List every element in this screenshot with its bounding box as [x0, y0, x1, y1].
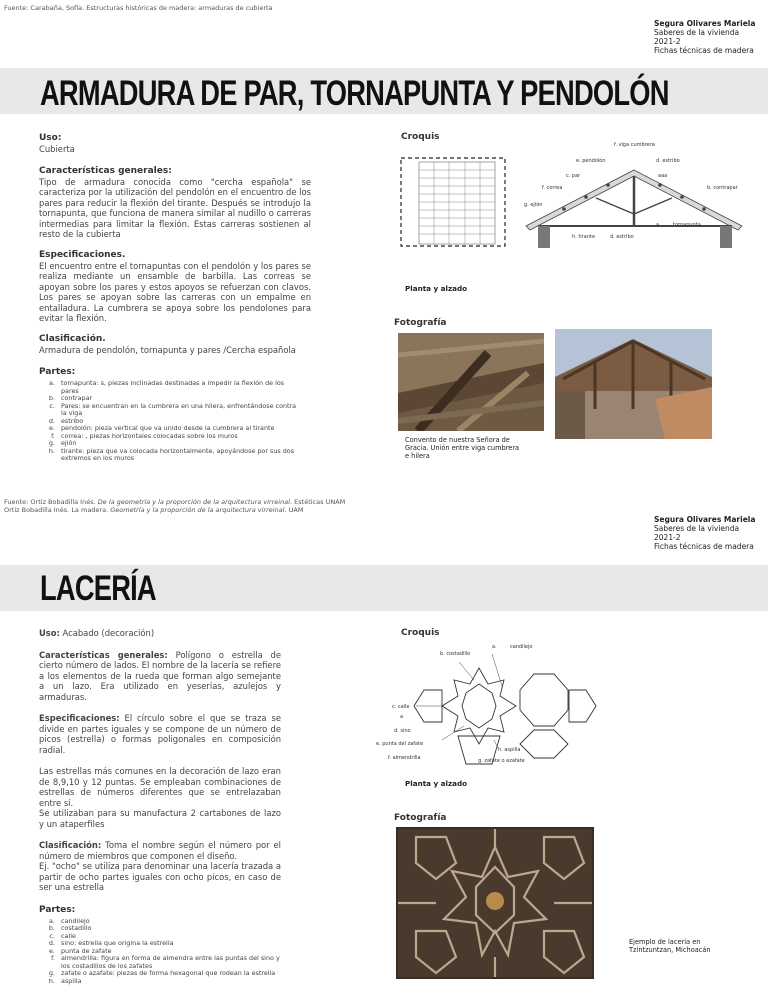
uso-heading: Uso: [39, 133, 62, 143]
uso-text: Cubierta [39, 144, 75, 154]
text-column [39, 133, 311, 463]
caracteristicas-text: Tipo de armadura conocida como "cercha española" se caracteriza por la utilización del pendolón en el encuentro de los pares para reducir la flexión del tirante. Después se introdujo la tornapunta, que funciona de manera similar al nudillo o carreras intermedias para limitar la flexión. Estas carreras sostienen al resto de la cubierta [39, 176, 311, 239]
label-pendolon: e. pendolón [576, 158, 606, 164]
source-citation-2 [4, 506, 303, 514]
uso-heading: Uso: [39, 628, 60, 638]
list-item: d. estribo [57, 418, 301, 426]
label-costadillo: b. costadillo [440, 651, 471, 657]
laceria-diagram [374, 640, 604, 772]
planta-label: Planta y alzado [405, 779, 468, 788]
list-item: f. correa: , piezas horizontales colocadas sobre los muros [57, 433, 301, 441]
photo-truss-interior [398, 333, 544, 431]
label-a: a. [656, 222, 661, 228]
photo-laceria-ceiling [396, 827, 594, 979]
source-citation: Fuente: Carabaña, Sofía. Estructuras históricas de madera: armaduras de cubierta [4, 4, 273, 12]
photo-ruined-roof [555, 329, 712, 439]
label-tornapunta: tornapunta [673, 222, 701, 228]
fotografia-heading: Fotografía [394, 813, 447, 823]
label-zafate: g. zafate o azafate [478, 758, 525, 764]
fotografia-heading: Fotografía [394, 318, 447, 328]
ejemplo-text: Ej. "ocho" se utiliza para denominar una lacería trazada a partir de ocho partes iguales con ocho picos, en caso de ser una estrella [39, 861, 281, 892]
citation-text: . UAM [284, 506, 304, 514]
label-tirante: h. tirante [572, 234, 596, 240]
label-punta-zafate: e. punta del zafate [376, 741, 424, 747]
especificaciones-heading: Especificaciones. [39, 249, 126, 260]
list-item: g. ejión [57, 440, 301, 448]
photo-caption: Ejemplo de lacería en Tzintzuntzan, Michoacán [629, 938, 711, 954]
label-contrapar: b. contrapar [707, 185, 738, 191]
label-sino: d. sino [394, 728, 411, 734]
source-citation-1 [4, 498, 345, 506]
author-block [654, 515, 755, 551]
truss-diagram [524, 140, 744, 252]
partes-list [39, 380, 301, 463]
term: 2021-2 [654, 37, 681, 46]
list-item: e. punta de zafate [57, 948, 281, 956]
list-item: a. tornapunta: s, piezas inclinadas destinadas a impedir la flexión de los pares [57, 380, 301, 395]
citation-text: Fuente: Ortiz Bobadilla Inés. [4, 498, 98, 506]
cartabones-text: Se utilizaban para su manufactura 2 cartabones de lazo y un ataperfiles [39, 808, 281, 829]
caracteristicas-heading: Características generales: [39, 649, 168, 660]
label-aspilla: h. aspilla [498, 747, 521, 753]
label-a-small: a [400, 714, 404, 720]
page-title: LACERÍA [40, 569, 156, 608]
label-estribo: d. estribo [656, 158, 680, 164]
clasificacion-heading: Clasificación. [39, 333, 106, 344]
sheet-type: Fichas técnicas de madera [654, 542, 754, 551]
citation-title: De la geometría y la proporción de la arquitectura virreinal [97, 498, 291, 506]
label-par: c. par [566, 173, 581, 179]
planta-label: Planta y alzado [405, 284, 468, 293]
citation-text: . Estéticas UNAM [290, 498, 346, 506]
list-item: b. costadillo [57, 925, 281, 933]
caracteristicas-text: Polígono o estrella de cierto número de lados. El nombre de la lacería se refiere a los elementos de la rueda que forman algo semejante a un lazo. Era utilizado en yeserías, azulejos y armaduras. [39, 649, 282, 702]
list-item: d. sino: estrella que origina la estrella [57, 940, 281, 948]
label-candilejo: candilejo [510, 644, 533, 650]
term: 2021-2 [654, 533, 681, 542]
uso-text: Acabado (decoración) [59, 628, 155, 638]
list-item: g. zafate o azafate: piezas de forma hexagonal que rodean la estrella [57, 970, 281, 978]
citation-title: Geometría y la proporción de la arquitectura virreinal [110, 506, 285, 514]
partes-heading: Partes: [39, 904, 76, 915]
especificaciones-text: El encuentro entre el tornapuntas con el pendolón y los pares se realiza mediante un ensamble de barbilla. Las correas se apoyan sobre los pares y estos apoyos se refuerzan con clavos. Los pares se apoyan sobre las carreras con un empalme en entalladura. La cumbrera se apoya sobre los pendolones para evitar la flexión. [39, 260, 311, 323]
photo-caption: Convento de nuestra Señora de Gracia. Unión entre viga cumbrera e hilera [405, 436, 520, 460]
course-name: Saberes de la vivienda [654, 524, 740, 533]
author-name: Segura Olivares Mariela [654, 515, 756, 524]
course-name: Saberes de la vivienda [654, 28, 740, 37]
list-item: c. Pares: se encuentran en la cumbrera en una hilera, enfrentándose contra la viga [57, 403, 301, 418]
label-a: a. [492, 644, 497, 650]
croquis-heading: Croquis [401, 628, 440, 638]
croquis-heading: Croquis [401, 132, 440, 142]
citation-text: Ortiz Bobadilla Inés. La madera. [4, 506, 111, 514]
list-item: f. almendrilla: figura en forma de almendra entre las puntas del sino y los costadillos de los zafates [57, 955, 281, 970]
list-item: c. calle [57, 933, 281, 941]
caracteristicas-heading: Características generales: [39, 165, 172, 176]
clasificacion-heading: Clasificación: [39, 840, 102, 850]
truss-drawing [524, 140, 744, 252]
list-item: e. pendolón: pieza vertical que va unido desde la cumbrera al tirante [57, 425, 301, 433]
list-item: a. candilejo [57, 918, 281, 926]
label-aaa: aaa [658, 173, 668, 179]
page-title: ARMADURA DE PAR, TORNAPUNTA Y PENDOLÓN [40, 74, 669, 113]
partes-list [39, 918, 281, 986]
list-item: h. aspilla [57, 978, 281, 986]
estrellas-text: Las estrellas más comunes en la decoración de lazo eran de 8,9,10 y 12 puntas. Se empleaban combinaciones de estrellas de números diferentes que se entrelazaban entre sí. [39, 766, 281, 808]
especificaciones-text: El círculo sobre el que se traza se divide en partes iguales y se compone de un número de picos (estrella) o formas poligonales en composición radial. [39, 713, 281, 755]
plan-sketch [399, 156, 507, 248]
partes-heading: Partes: [39, 367, 76, 377]
label-calle: c. calle [392, 704, 410, 710]
author-block [654, 19, 755, 55]
text-column [39, 628, 281, 985]
label-correa: f. correa [542, 185, 563, 191]
list-item: b. contrapar [57, 395, 301, 403]
label-almendrilla: f. almendrilla [388, 755, 421, 761]
label-viga-cumbrera: f. viga cumbrera [614, 142, 655, 148]
author-name: Segura Olivares Mariela [654, 19, 756, 28]
list-item: h. tirante: pieza que va colocada horizontalmente, apoyándose por sus dos extremos en los muros [57, 448, 301, 463]
label-ejion: g. ejión [524, 202, 543, 208]
especificaciones-heading: Especificaciones: [39, 713, 120, 723]
label-estribo-bottom: d. estribo [610, 234, 634, 240]
clasificacion-text: Toma el nombre según el número por el número de miembros que componen el diseño. [39, 840, 281, 861]
clasificacion-text: Armadura de pendolón, tornapunta y pares /Cercha española [39, 344, 296, 355]
sheet-type: Fichas técnicas de madera [654, 46, 754, 55]
